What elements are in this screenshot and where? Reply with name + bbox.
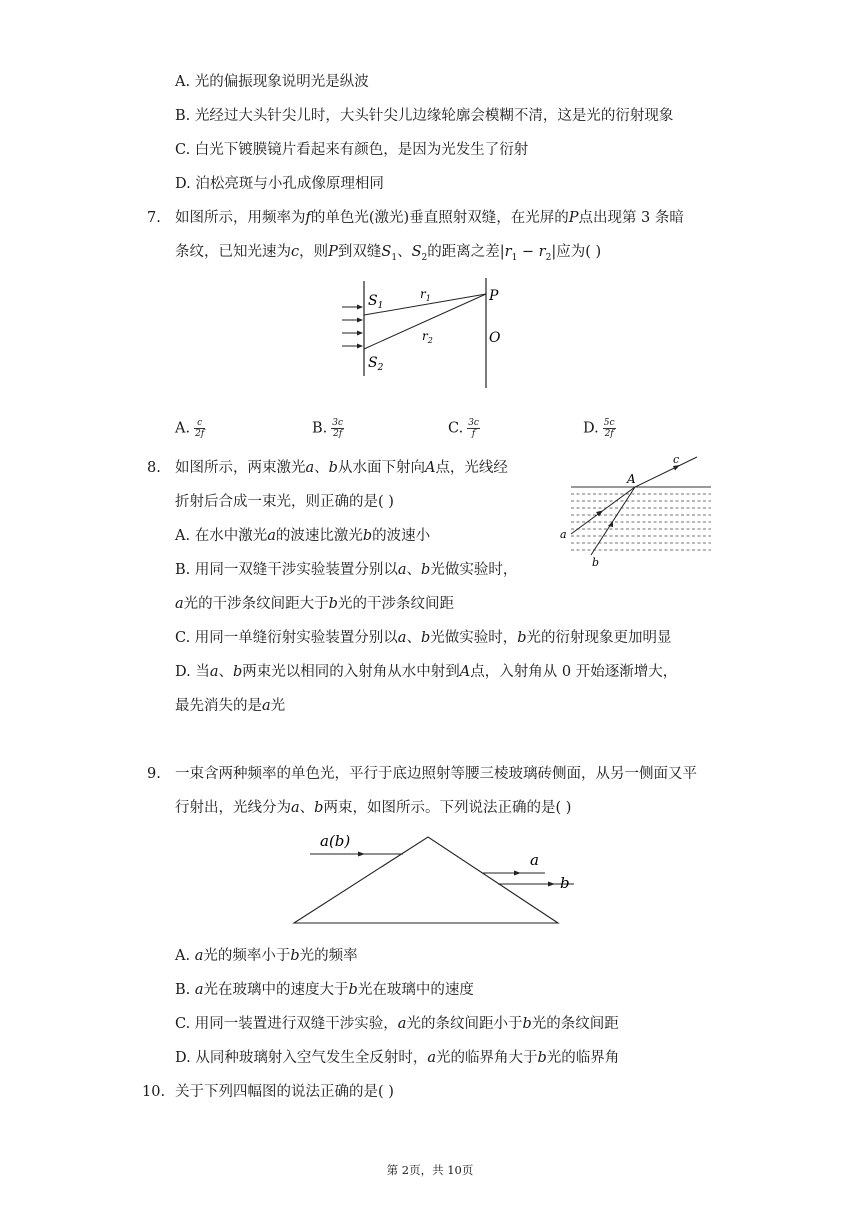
ray-b-label: b (592, 556, 600, 569)
option-c: C. 白光下镀膜镜片看起来有颜色，是因为光发生了衍射 (175, 142, 529, 158)
p-label: P (489, 288, 499, 304)
option-a: A. 光的偏振现象说明光是纵波 (175, 74, 369, 90)
prism-figure (290, 832, 590, 928)
double-slit-figure (330, 276, 510, 394)
question-8-line-1: 如图所示，两束激光a、b从水面下射向A点，光线经 (175, 460, 508, 476)
point-a-label: A (627, 472, 636, 486)
q7-option-d: D. $\frac{5c}{2f}$ (583, 418, 615, 439)
q8-option-b-cont: a光的干涉条纹间距大于b光的干涉条纹间距 (175, 596, 454, 612)
question-9-line-1: 一束含两种频率的单色光，平行于底边照射等腰三棱玻璃砖侧面，从另一侧面又平 (175, 766, 697, 782)
question-8-number: 8. (147, 460, 161, 476)
q8-option-b: B. 用同一双缝干涉实验装置分别以a、b光做实验时， (175, 562, 518, 578)
q7-option-c: C. $\frac{3c}{f}$ (448, 418, 479, 439)
ray-a-label: a (560, 528, 567, 541)
q8-option-d-cont: 最先消失的是a光 (175, 698, 286, 714)
s2-label: $S_2$ (368, 355, 384, 373)
q7-option-a: A. $\frac{c}{2f}$ (175, 418, 205, 439)
ray-a-label: a (530, 851, 539, 869)
q9-option-c: C. 用同一装置进行双缝干涉实验，a光的条纹间距小于b光的条纹间距 (175, 1016, 619, 1032)
question-10-line-1: 关于下列四幅图的说法正确的是( ) (175, 1084, 394, 1100)
q8-option-c: C. 用同一单缝衍射实验装置分别以a、b光做实验时，b光的衍射现象更加明显 (175, 630, 672, 646)
ab-ray-label: a(b) (320, 832, 351, 850)
q8-option-d: D. 当a、b两束光以相同的入射角从水中射到A点，入射角从 0 开始逐渐增大， (175, 664, 678, 680)
ray-c-label: c (673, 453, 680, 466)
q9-option-b: B. a光在玻璃中的速度大于b光在玻璃中的速度 (175, 982, 474, 998)
q9-option-d: D. 从同种玻璃射入空气发生全反射时，a光的临界角大于b光的临界角 (175, 1050, 620, 1066)
o-label: O (489, 330, 501, 346)
s1-label: $S_1$ (368, 293, 384, 311)
r2-label: $r_2$ (422, 329, 433, 345)
option-b: B. 光经过大头针尖儿时，大头针尖儿边缘轮廓会模糊不清，这是光的衍射现象 (175, 108, 674, 124)
page-footer: 第 2页，共 10页 (386, 1163, 474, 1177)
question-7-number: 7. (147, 210, 161, 226)
r1-label: $r_1$ (420, 287, 431, 303)
question-9-line-2: 行射出，光线分为a、b两束，如图所示。下列说法正确的是( ) (175, 800, 572, 816)
q7-option-b: B. $\frac{3c}{2f}$ (312, 418, 344, 439)
option-d: D. 泊松亮斑与小孔成像原理相同 (175, 176, 384, 192)
question-8-line-2: 折射后合成一束光，则正确的是( ) (175, 494, 394, 510)
question-9-number: 9. (147, 766, 161, 782)
question-7-line-1: 如图所示，用频率为f的单色光(激光)垂直照射双缝，在光屏的P点出现第 3 条暗 (175, 210, 684, 226)
water-refraction-figure (555, 452, 715, 570)
q8-option-a: A. 在水中激光a的波速比激光b的波速小 (175, 528, 431, 544)
question-7-line-2: 条纹，已知光速为c，则P到双缝$S_1$、$S_2$的距离之差$|r_1 - r_2|$应为( ) (175, 244, 602, 263)
question-10-number: 10. (142, 1084, 166, 1100)
ray-b-label: b (560, 874, 570, 892)
q9-option-a: A. a光的频率小于b光的频率 (175, 948, 358, 964)
